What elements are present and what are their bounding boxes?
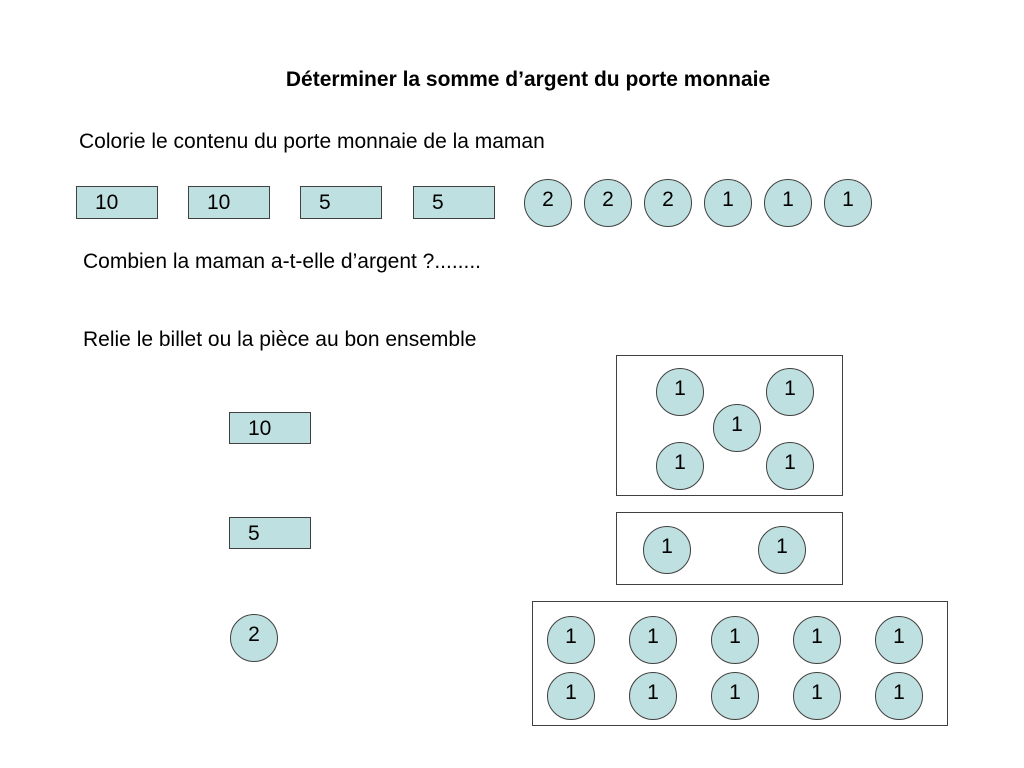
set-c-coin-8: 1 xyxy=(711,672,759,720)
set-c-coin-2: 1 xyxy=(629,616,677,664)
set-a-coin-2: 1 xyxy=(766,368,814,416)
set-b-coin-1: 1 xyxy=(643,526,691,574)
question-text: Combien la maman a-t-elle d’argent ?........ xyxy=(83,250,482,273)
set-a-coin-1: 1 xyxy=(656,368,704,416)
purse-coin-5[interactable]: 1 xyxy=(764,179,812,227)
set-c-coin-9: 1 xyxy=(793,672,841,720)
link-note-5[interactable]: 5 xyxy=(229,517,311,549)
link-coin-2[interactable]: 2 xyxy=(230,614,278,662)
purse-note-4[interactable]: 5 xyxy=(413,186,495,219)
purse-coin-2[interactable]: 2 xyxy=(584,179,632,227)
set-c-coin-5: 1 xyxy=(875,616,923,664)
purse-note-2[interactable]: 10 xyxy=(188,186,270,219)
purse-coin-6[interactable]: 1 xyxy=(824,179,872,227)
purse-coin-4[interactable]: 1 xyxy=(704,179,752,227)
link-note-10[interactable]: 10 xyxy=(229,412,311,444)
set-c-coin-1: 1 xyxy=(547,616,595,664)
purse-coin-3[interactable]: 2 xyxy=(644,179,692,227)
set-a-coin-3: 1 xyxy=(713,404,761,452)
set-c-coin-3: 1 xyxy=(711,616,759,664)
instruction-color: Colorie le contenu du porte monnaie de la maman xyxy=(79,130,545,153)
page-title: Déterminer la somme d’argent du porte monnaie xyxy=(285,68,771,91)
set-c-coin-7: 1 xyxy=(629,672,677,720)
set-c-coin-10: 1 xyxy=(875,672,923,720)
purse-coin-1[interactable]: 2 xyxy=(524,179,572,227)
purse-note-3[interactable]: 5 xyxy=(300,186,382,219)
set-a-coin-4: 1 xyxy=(656,442,704,490)
instruction-link: Relie le billet ou la pièce au bon ensemble xyxy=(83,328,477,351)
set-c-coin-6: 1 xyxy=(547,672,595,720)
set-c-coin-4: 1 xyxy=(793,616,841,664)
set-a-coin-5: 1 xyxy=(766,442,814,490)
purse-note-1[interactable]: 10 xyxy=(76,186,158,219)
set-b-coin-2: 1 xyxy=(758,526,806,574)
